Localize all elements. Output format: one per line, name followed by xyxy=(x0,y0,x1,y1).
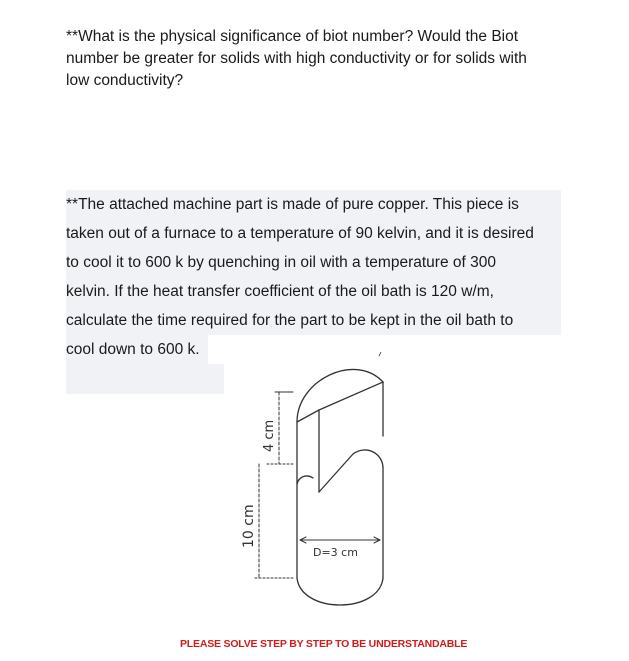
question-1-line: **What is the physical significance of biot number? Would the Biot xyxy=(66,28,519,45)
upper-bottom-arc xyxy=(297,476,313,484)
upper-top-arc xyxy=(297,369,383,422)
question-2-line: calculate the time required for the part to be kept in the oil bath to xyxy=(66,306,561,335)
stray-mark xyxy=(379,352,381,356)
question-2-line: **The attached machine part is made of pure copper. This piece is xyxy=(66,190,561,219)
question-1-line: low conductivity? xyxy=(66,72,184,89)
highlight-block xyxy=(66,364,224,394)
question-2-line: to cool it to 600 k by quenching in oil with a temperature of 300 xyxy=(66,248,561,277)
question-2-line: kelvin. If the heat transfer coefficient of the oil bath is 120 w/m, xyxy=(66,277,561,306)
machine-part-sketch xyxy=(225,352,425,612)
upper-top-chord xyxy=(319,382,383,410)
diameter-label: D=3 cm xyxy=(313,546,358,559)
question-2-line: taken out of a furnace to a temperature of 90 kelvin, and it is desired xyxy=(66,219,561,248)
question-1 xyxy=(66,26,566,92)
question-2-line: cool down to 600 k. xyxy=(66,335,208,364)
footer-note: PLEASE SOLVE STEP BY STEP TO BE UNDERSTANDABLE xyxy=(180,638,468,650)
upper-top-edge xyxy=(297,410,319,422)
cut-line xyxy=(319,450,383,492)
question-1-line: number be greater for solids with high conductivity or for solids with xyxy=(66,50,527,67)
upper-height-label: 4 cm xyxy=(262,419,277,452)
total-height-label: 10 cm xyxy=(241,504,257,548)
lower-bottom-arc xyxy=(297,578,383,605)
